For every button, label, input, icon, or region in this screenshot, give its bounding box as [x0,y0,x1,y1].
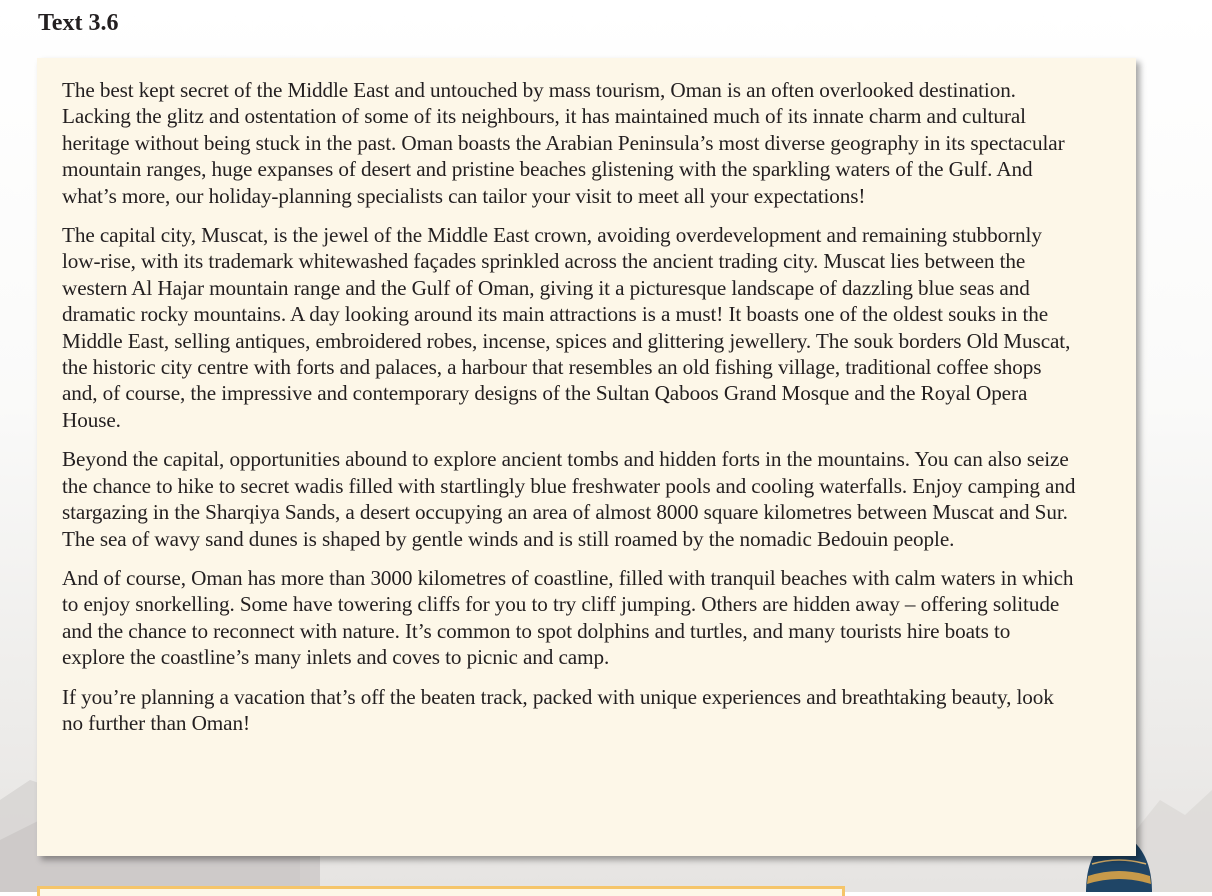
paragraph-3: Beyond the capital, opportunities abound to explore ancient tombs and hidden forts in the mountains. You can also seize the chance to hike to secret wadis filled with startlingly blue freshwater pools and cooling waterfalls. Enjoy camping and stargazing in the Sharqiya Sands, a desert occupying an area of almost 8000 square kilometres between Muscat and Sur. The sea of wavy sand dunes is shaped by gentle winds and is still roamed by the nomadic Bedouin people. [62,447,1076,551]
paragraph-4: And of course, Oman has more than 3000 kilometres of coastline, filled with tranquil beaches with calm waters in which to enjoy snorkelling. Some have towering cliffs for you to try cliff jumping. Others are hidden away – offering solitude and the chance to reconnect with nature. It’s common to spot dolphins and turtles, and many tourists hire boats to explore the coastline’s many inlets and coves to picnic and camp. [62,565,1074,670]
paragraph-5: If you’re planning a vacation that’s off the beaten track, packed with unique experiences and breathtaking beauty, look no further than Oman! [62,684,1054,735]
section-heading: Text 3.6 [38,10,119,36]
paragraph-2: The capital city, Muscat, is the jewel of the Middle East crown, avoiding overdevelopment and remaining stubbornly low-rise, with its trademark whitewashed façades sprinkled across the ancient trading city. Muscat lies between the western Al Hajar mountain range and the Gulf of Oman, giving it a picturesque landscape of dazzling blue seas and dramatic rocky mountains. A day looking around its main attractions is a must! It boasts one of the oldest souks in the Middle East, selling antiques, embroidered robes, incense, spices and glittering jewellery. The souk borders Old Muscat, the historic city centre with forts and palaces, a harbour that resembles an old fishing village, traditional coffee shops and, of course, the impressive and contemporary designs of the Sultan Qaboos Grand Mosque and the Royal Opera House. [62,223,1071,432]
paragraph-1: The best kept secret of the Middle East and untouched by mass tourism, Oman is an often overlooked destination. Lacking the glitz and ostentation of some of its neighbours, it has maintained much of its innate charm and cultural heritage without being stuck in the past. Oman boasts the Arabian Peninsula’s most diverse geography in its spectacular mountain ranges, huge expanses of desert and pristine beaches glistening with the sparkling waters of the Gulf. And what’s more, our holiday-planning specialists can tailor your visit to meet all your expectations! [62,78,1065,208]
next-box-edge [37,886,845,896]
text-box [37,58,1136,856]
